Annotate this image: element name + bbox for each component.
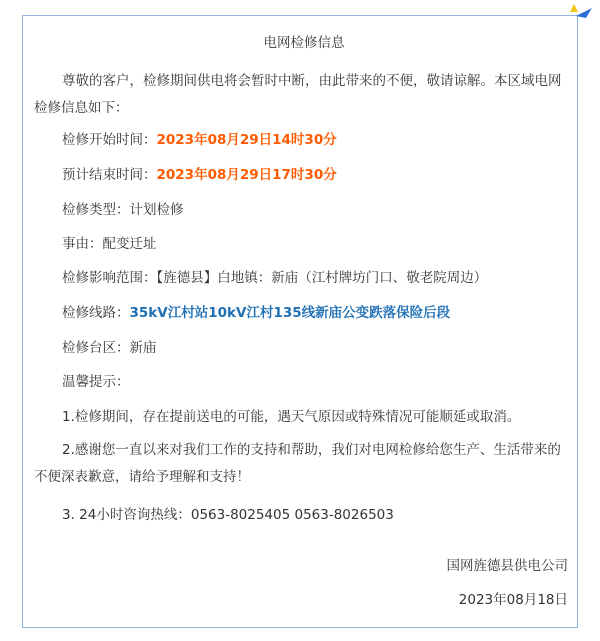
tips-heading: 温馨提示： — [62, 374, 130, 390]
end-time-line — [34, 166, 592, 184]
tip-3: 3. 24小时咨询热线：0563-8025405 0563-8026503 — [62, 507, 394, 523]
end-time-value: 2023年08月29日17时30分 — [156, 167, 337, 183]
tip-1: 1.检修期间，存在提前送电的可能，遇天气原因或特殊情况可能顺延或取消。 — [62, 409, 521, 425]
start-time-line — [34, 131, 592, 149]
corner-decoration-icon — [556, 2, 596, 22]
maintenance-type: 检修类型：计划检修 — [62, 202, 184, 218]
signature: 国网旌德县供电公司 — [446, 557, 568, 574]
notice-title: 电网检修信息 — [263, 35, 345, 51]
intro-paragraph: 尊敬的客户，检修期间供电将会暂时中断，由此带来的不便，敬请谅解。本区域电网检修信息如下： — [34, 73, 562, 116]
maintenance-reason: 事由：配变迁址 — [62, 236, 157, 252]
tip-2: 2.感谢您一直以来对我们工作的支持和帮助，我们对电网检修给您生产、生活带来的不便深表歉意，请给予理解和支持！ — [34, 442, 561, 485]
line-value: 35kV江村站10kV江村135线新庙公变跌落保险后段 — [129, 305, 451, 321]
affected-scope: 检修影响范围：【旌德县】白地镇：新庙（江村牌坊门口、敬老院周边） — [62, 270, 488, 286]
maintenance-area: 检修台区：新庙 — [62, 340, 157, 356]
end-time-label: 预计结束时间： — [62, 167, 157, 183]
line-label: 检修线路： — [62, 305, 130, 321]
notice-content — [34, 30, 574, 608]
start-time-label: 检修开始时间： — [62, 132, 157, 148]
start-time-value: 2023年08月29日14时30分 — [156, 132, 337, 148]
notice-date: 2023年08月18日 — [458, 591, 568, 608]
maintenance-line — [34, 304, 592, 322]
